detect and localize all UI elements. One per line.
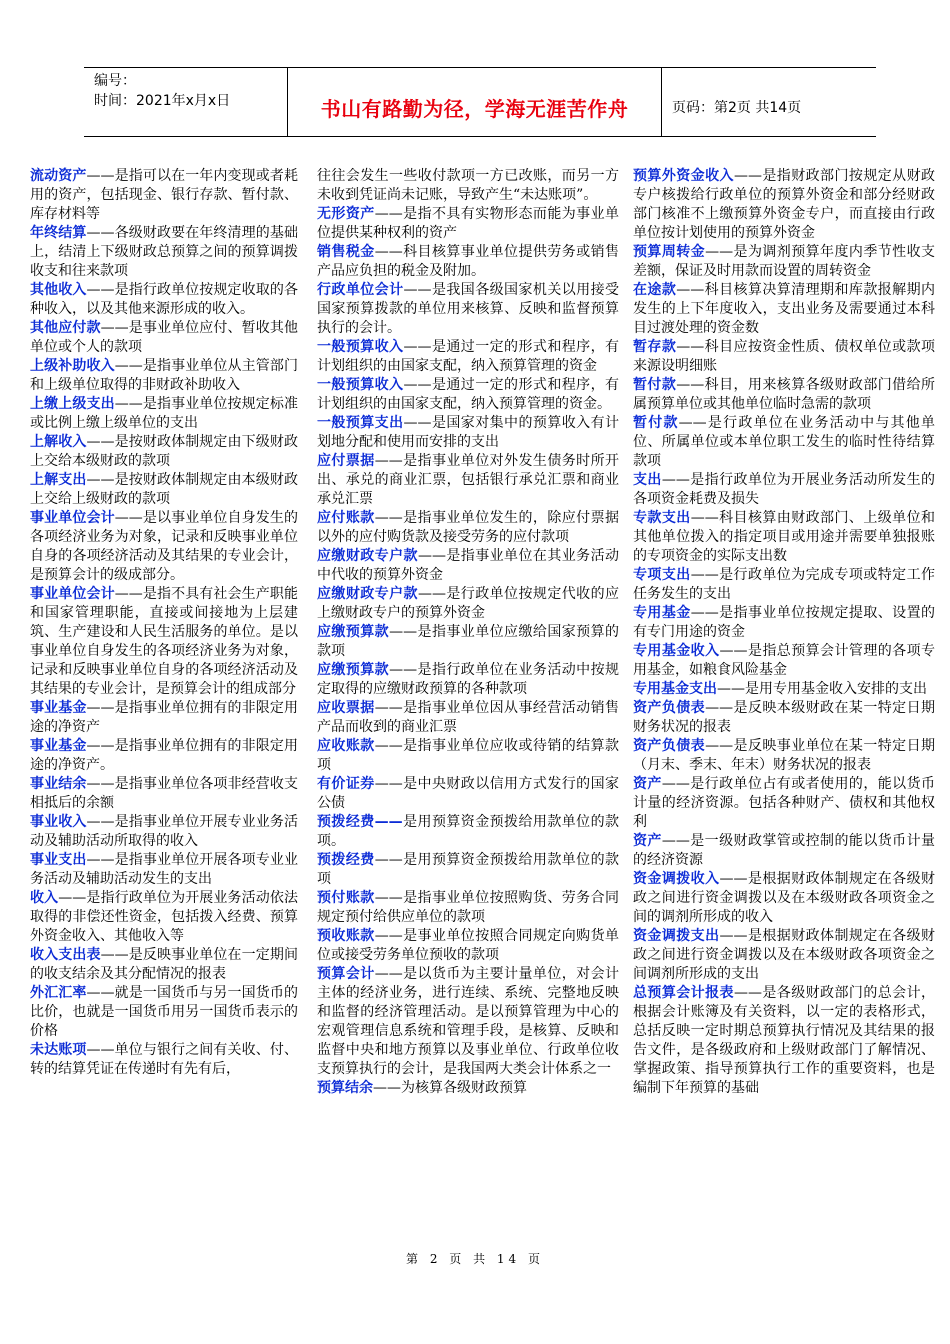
glossary-entry xyxy=(633,167,935,243)
glossary-entry xyxy=(317,661,619,699)
glossary-term: 支出 xyxy=(633,472,662,488)
glossary-entry xyxy=(633,376,935,414)
header-meta xyxy=(84,68,288,136)
glossary-term: 应缴财政专户款 xyxy=(317,548,418,564)
glossary-definition: ——是指事业单位拥有的非限定用途的净资产 xyxy=(30,700,298,735)
glossary-term: 专用基金收入 xyxy=(633,643,720,659)
glossary-definition: ——是指行政单位为开展业务活动依法取得的非偿还性资金，包括拨入经费、预算外资金收入、其他收入等 xyxy=(30,890,298,944)
glossary-definition: ——是用专用基金收入安排的支出 xyxy=(717,681,927,697)
glossary-entry xyxy=(30,813,298,851)
glossary-definition: ——是事业单位按照合同规定向购货单位或接受劳务单位预收的款项 xyxy=(317,928,619,963)
glossary-term: 其他收入 xyxy=(30,282,87,298)
glossary-entry xyxy=(633,984,935,1098)
glossary-entry xyxy=(30,889,298,946)
glossary-term: 事业单位会计 xyxy=(30,586,115,602)
glossary-term: 资产 xyxy=(633,833,662,849)
glossary-columns xyxy=(30,167,935,1247)
glossary-entry xyxy=(317,737,619,775)
glossary-term: 上解收入 xyxy=(30,434,87,450)
glossary-term: 事业结余 xyxy=(30,776,87,792)
glossary-definition: ——是指不具有社会生产职能和国家管理职能，直接或间接地为上层建筑、生产建设和人民生活服务的单位。是以事业单位自身发生的各项经济业务为对象，记录和反映事业单位自身的各项经济活动及其结果的专业会计，是预算会计的组成部分 xyxy=(30,586,298,697)
glossary-entry xyxy=(633,927,935,984)
glossary-entry xyxy=(30,775,298,813)
glossary-term: 收入 xyxy=(30,890,59,906)
header-motto: 书山有路勤为径，学海无涯苦作舟 xyxy=(288,68,662,136)
glossary-entry xyxy=(317,243,619,281)
glossary-term: 应收账款 xyxy=(317,738,375,754)
glossary-definition: ——是通过一定的形式和程序，有计划组织的由国家支配，纳入预算管理的资金。 xyxy=(317,377,619,412)
glossary-entry xyxy=(633,471,935,509)
glossary-definition: ——科目核算事业单位提供劳务或销售产品应负担的税金及附加。 xyxy=(317,244,619,279)
glossary-definition: ——是各级财政部门的总会计，根据会计账簿及有关资料，以一定的表格形式，总括反映一定时期总预算执行情况及其结果的报告文件，是各级政府和上级财政部门了解情况、掌握政策、指导预算执行工作的重要资料，也是编制下年预算的基础 xyxy=(633,985,935,1096)
glossary-entry xyxy=(633,338,935,376)
glossary-term: 事业基金 xyxy=(30,738,87,754)
glossary-entry xyxy=(317,965,619,1079)
glossary-term: 预收账款 xyxy=(317,928,375,944)
glossary-term: 事业收入 xyxy=(30,814,87,830)
glossary-definition: ——是行政单位为完成专项或特定工作任务发生的支出 xyxy=(633,567,935,602)
glossary-term: 预算会计 xyxy=(317,966,375,982)
glossary-definition: ——是指事业单位按规定提取、设置的有专门用途的资金 xyxy=(633,605,935,640)
glossary-term: 应付账款 xyxy=(317,510,375,526)
glossary-definition: ——是指不具有实物形态而能为事业单位提供某种权利的资产 xyxy=(317,206,619,241)
glossary-term: 应缴预算款 xyxy=(317,662,390,678)
glossary-term: 暂存款 xyxy=(633,339,677,355)
document-number: 编号： xyxy=(94,73,136,89)
glossary-term: 总预算会计报表 xyxy=(633,985,734,1001)
glossary-entry xyxy=(317,889,619,927)
glossary-term: 在途款 xyxy=(633,282,677,298)
glossary-entry xyxy=(317,851,619,889)
glossary-term: 事业基金 xyxy=(30,700,87,716)
glossary-term: 上级补助收入 xyxy=(30,358,115,374)
glossary-term: 一般预算支出 xyxy=(317,415,404,431)
glossary-entry xyxy=(30,1041,298,1079)
glossary-entry xyxy=(30,224,298,281)
glossary-entry xyxy=(317,547,619,585)
glossary-term: 无形资产 xyxy=(317,206,375,222)
glossary-entry xyxy=(317,775,619,813)
glossary-term: 事业单位会计 xyxy=(30,510,115,526)
glossary-term: 暂付款 xyxy=(633,377,677,393)
glossary-entry xyxy=(317,452,619,509)
glossary-entry xyxy=(317,414,619,452)
glossary-term: 收入支出表 xyxy=(30,947,101,963)
glossary-definition: ——科目核算由财政部门、上级单位和其他单位拨入的指定项目或用途并需要单独报账的专项资金的实际支出数 xyxy=(633,510,935,564)
glossary-definition: ——单位与银行之间有关收、付、转的结算凭证在传递时有先有后， xyxy=(30,1042,298,1077)
glossary-definition: ——是指事业单位在其业务活动中代收的预算外资金 xyxy=(317,548,619,583)
glossary-term: 应付票据 xyxy=(317,453,375,469)
glossary-definition: ——科目，用来核算各级财政部门借给所属预算单位或其他单位临时急需的款项 xyxy=(633,377,935,412)
glossary-definition: ——是根据财政体制规定在各级财政之间进行资金调拨以及在本级财政各项资金之间调剂所形成的支出 xyxy=(633,928,935,982)
document-time: 时间：2021年x月x日 xyxy=(94,93,231,109)
glossary-definition: ——是指事业单位拥有的非限定用途的净资产。 xyxy=(30,738,298,773)
glossary-definition: ——是指总预算会计管理的各项专用基金，如粮食风险基金 xyxy=(633,643,935,678)
glossary-entry xyxy=(30,281,298,319)
glossary-entry xyxy=(317,167,619,205)
page-footer: 第 2 页 共 14 页 xyxy=(406,1252,544,1266)
glossary-definition: ——科目应按资金性质、债权单位或款项来源设明细账 xyxy=(633,339,935,374)
glossary-entry xyxy=(633,775,935,832)
glossary-definition: ——为核算各级财政预算 xyxy=(373,1080,527,1096)
glossary-definition: ——是行政单位按规定代收的应上缴财政专户的预算外资金 xyxy=(317,586,619,621)
glossary-term: 未达账项 xyxy=(30,1042,87,1058)
glossary-definition: ——是指行政单位按规定收取的各种收入，以及其他来源形成的收入。 xyxy=(30,282,298,317)
glossary-term: 资产负债表 xyxy=(633,700,706,716)
glossary-term: 预拨经费—— xyxy=(317,814,403,830)
glossary-entry xyxy=(633,243,935,281)
glossary-definition: ——是以货币为主要计量单位，对会计主体的经济业务，进行连续、系统、完整地反映和监督的经济管理活动。是以预算管理为中心的宏观管理信息系统和管理手段，是核算、反映和监督中央和地方预算以及事业单位、行政单位收支预算执行的会计，是我国两大类会计体系之一 xyxy=(317,966,619,1077)
glossary-entry xyxy=(30,395,298,433)
glossary-definition: ——是通过一定的形式和程序，有计划组织的由国家支配，纳入预算管理的资金 xyxy=(317,339,619,374)
glossary-term: 应收票据 xyxy=(317,700,375,716)
glossary-term: 一般预算收入 xyxy=(317,339,404,355)
glossary-entry xyxy=(317,585,619,623)
glossary-definition: ——是中央财政以信用方式发行的国家公债 xyxy=(317,776,619,811)
glossary-definition: ——是以事业单位自身发生的各项经济业务为对象，记录和反映事业单位自身的各项经济活动及其结果的专业会计，是预算会计的级成部分。 xyxy=(30,510,298,583)
glossary-term: 专款支出 xyxy=(633,510,691,526)
glossary-term: 预算周转金 xyxy=(633,244,706,260)
glossary-term: 专项支出 xyxy=(633,567,691,583)
glossary-definition: ——是我国各级国家机关以用接受国家预算拨款的单位用来核算、反映和监督预算执行的会计。 xyxy=(317,282,619,336)
glossary-term: 一般预算收入 xyxy=(317,377,404,393)
glossary-definition: 往往会发生一些收付款项一方已改账，而另一方未收到凭证尚未记账，导致产生“未达账项”。 xyxy=(317,168,619,203)
glossary-entry xyxy=(633,604,935,642)
glossary-entry xyxy=(317,623,619,661)
glossary-definition: ——是指事业单位各项非经营收支相抵后的余额 xyxy=(30,776,298,811)
glossary-definition: ——是指可以在一年内变现或者耗用的资产，包括现金、银行存款、暂付款、库存材料等 xyxy=(30,168,298,222)
glossary-entry xyxy=(317,338,619,376)
glossary-entry xyxy=(633,699,935,737)
glossary-term: 资金调拨收入 xyxy=(633,871,720,887)
glossary-definition: ——是国家对集中的预算收入有计划地分配和使用而安排的支出 xyxy=(317,415,619,450)
glossary-definition: ——是反映事业单位在一定期间的收支结余及其分配情况的报表 xyxy=(30,947,298,982)
header-page-number: 页码：第2页 共14页 xyxy=(672,100,802,116)
glossary-term: 预算结余 xyxy=(317,1080,373,1096)
glossary-entry xyxy=(30,699,298,737)
glossary-entry xyxy=(30,471,298,509)
glossary-definition: ——是按财政体制规定由本级财政上交给上级财政的款项 xyxy=(30,472,298,507)
glossary-entry xyxy=(633,566,935,604)
glossary-entry xyxy=(317,699,619,737)
glossary-definition: ——是指财政部门按规定从财政专户核拨给行政单位的预算外资金和部分经财政部门核准不上缴预算外资金专户，而直接由行政单位按计划使用的预算外资金 xyxy=(633,168,935,241)
glossary-definition: ——是行政单位在业务活动中与其他单位、所属单位或本单位职工发生的临时性待结算款项 xyxy=(633,415,935,469)
glossary-definition: ——是指事业单位按照购货、劳务合同规定预付给供应单位的款项 xyxy=(317,890,619,925)
glossary-term: 事业支出 xyxy=(30,852,87,868)
glossary-entry xyxy=(30,357,298,395)
glossary-entry xyxy=(633,832,935,870)
glossary-definition: ——是指事业单位应收或待销的结算款项 xyxy=(317,738,619,773)
glossary-entry xyxy=(633,737,935,775)
glossary-term: 流动资产 xyxy=(30,168,87,184)
glossary-term: 预付账款 xyxy=(317,890,375,906)
glossary-definition: ——各级财政要在年终清理的基础上，结清上下级财政总预算之间的预算调拨收支和往来款项 xyxy=(30,225,298,279)
glossary-entry xyxy=(30,737,298,775)
glossary-definition: ——是指事业单位对外发生债务时所开出、承兑的商业汇票，包括银行承兑汇票和商业承兑汇票 xyxy=(317,453,619,507)
glossary-definition: ——是指事业单位从主管部门和上级单位取得的非财政补助收入 xyxy=(30,358,298,393)
glossary-entry xyxy=(30,433,298,471)
glossary-entry xyxy=(633,870,935,927)
glossary-term: 年终结算 xyxy=(30,225,87,241)
glossary-entry xyxy=(30,509,298,585)
glossary-entry xyxy=(317,509,619,547)
glossary-column-1 xyxy=(30,167,298,1247)
glossary-definition: ——是用预算资金预拨给用款单位的款项 xyxy=(317,852,619,887)
glossary-term: 应缴财政专户款 xyxy=(317,586,418,602)
glossary-definition: ——是为调剂预算年度内季节性收支差额，保证及时用款而设置的周转资金 xyxy=(633,244,935,279)
glossary-entry xyxy=(30,585,298,699)
glossary-column-3 xyxy=(633,167,935,1247)
glossary-definition: ——科目核算决算清理期和库款报解期内发生的上下年度收入，支出业务及需要通过本科目过渡处理的资金数 xyxy=(633,282,935,336)
glossary-entry xyxy=(633,414,935,471)
glossary-definition: ——是指事业单位因从事经营活动销售产品而收到的商业汇票 xyxy=(317,700,619,735)
glossary-entry xyxy=(30,946,298,984)
glossary-definition: ——是指事业单位开展各项专业业务活动及辅助活动发生的支出 xyxy=(30,852,298,887)
glossary-term: 应缴预算款 xyxy=(317,624,390,640)
glossary-definition: ——是指事业单位发生的，除应付票据以外的应付购货款及接受劳务的应付款项 xyxy=(317,510,619,545)
glossary-entry xyxy=(633,680,935,699)
glossary-entry xyxy=(317,205,619,243)
glossary-entry xyxy=(30,851,298,889)
glossary-term: 有价证券 xyxy=(317,776,375,792)
glossary-entry xyxy=(633,642,935,680)
glossary-entry xyxy=(317,813,619,851)
glossary-definition: ——是行政单位占有或者使用的，能以货币计量的经济资源。包括各种财产、债权和其他权利 xyxy=(633,776,935,830)
glossary-term: 专用基金支出 xyxy=(633,681,717,697)
glossary-entry xyxy=(633,281,935,338)
glossary-term: 预算外资金收入 xyxy=(633,168,734,184)
glossary-definition: ——是根据财政体制规定在各级财政之间进行资金调拨以及在本级财政各项资金之间的调剂所形成的收入 xyxy=(633,871,935,925)
page-header xyxy=(84,67,876,137)
glossary-definition: ——是反映事业单位在某一特定日期（月末、季末、年末）财务状况的报表 xyxy=(633,738,935,773)
glossary-entry xyxy=(30,984,298,1041)
glossary-definition: ——是指行政单位为开展业务活动所发生的各项资金耗费及损失 xyxy=(633,472,935,507)
glossary-term: 资产 xyxy=(633,776,662,792)
glossary-term: 预拨经费 xyxy=(317,852,375,868)
glossary-definition: ——是一级财政掌管或控制的能以货币计量的经济资源 xyxy=(633,833,935,868)
glossary-definition: ——是指事业单位应缴给国家预算的款项 xyxy=(317,624,619,659)
glossary-term: 其他应付款 xyxy=(30,320,101,336)
glossary-term: 资产负债表 xyxy=(633,738,706,754)
glossary-term: 暂付款 xyxy=(633,415,679,431)
glossary-entry xyxy=(317,281,619,338)
glossary-term: 外汇汇率 xyxy=(30,985,87,1001)
glossary-entry xyxy=(30,167,298,224)
glossary-term: 上解支出 xyxy=(30,472,87,488)
glossary-definition: ——是指事业单位开展专业业务活动及辅助活动所取得的收入 xyxy=(30,814,298,849)
glossary-term: 行政单位会计 xyxy=(317,282,404,298)
glossary-definition: ——是反映本级财政在某一特定日期财务状况的报表 xyxy=(633,700,935,735)
glossary-term: 销售税金 xyxy=(317,244,375,260)
glossary-definition: 是用预算资金预拨给用款单位的款项。 xyxy=(317,814,619,849)
glossary-definition: ——是按财政体制规定由下级财政上交给本级财政的款项 xyxy=(30,434,298,469)
glossary-column-2 xyxy=(317,167,619,1247)
glossary-definition: ——是指事业单位按规定标准或比例上缴上级单位的支出 xyxy=(30,396,298,431)
glossary-definition: ——是指行政单位在业务活动中按规定取得的应缴财政预算的各种款项 xyxy=(317,662,619,697)
glossary-entry xyxy=(633,509,935,566)
glossary-entry xyxy=(317,376,619,414)
glossary-entry xyxy=(317,927,619,965)
glossary-definition: ——就是一国货币与另一国货币的比价，也就是一国货币用另一国货币表示的价格 xyxy=(30,985,298,1039)
glossary-definition: ——是事业单位应付、暂收其他单位或个人的款项 xyxy=(30,320,298,355)
glossary-term: 资金调拨支出 xyxy=(633,928,720,944)
glossary-entry xyxy=(30,319,298,357)
glossary-term: 上缴上级支出 xyxy=(30,396,115,412)
glossary-entry xyxy=(317,1079,619,1098)
glossary-term: 专用基金 xyxy=(633,605,691,621)
